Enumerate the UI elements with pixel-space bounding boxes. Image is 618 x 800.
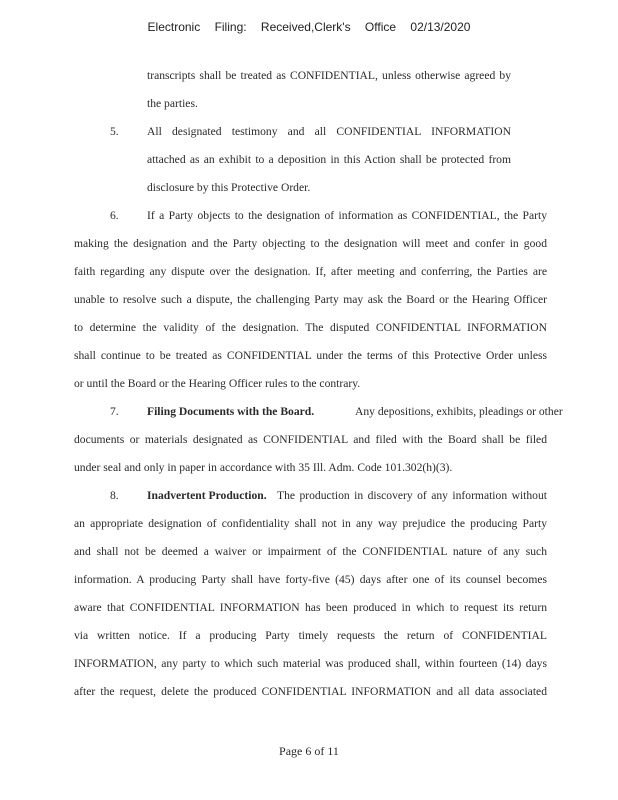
- p6-line-4: unable to resolve such a dispute, the challenging Party may ask the Board or the Hearing Officer: [74, 293, 547, 306]
- p6-line-7: or until the Board or the Hearing Officer rules to the contrary.: [74, 377, 361, 390]
- p8-line-1: The production in discovery of any information without: [277, 489, 547, 502]
- header-received: Received,Clerk's: [260, 20, 351, 34]
- p8-line-8: after the request, delete the produced CONFIDENTIAL INFORMATION and all data associated: [74, 685, 547, 698]
- filing-stamp-header: [0, 20, 618, 34]
- p6-line-3: faith regarding any dispute over the designation. If, after meeting and conferring, the Parties are: [74, 265, 547, 278]
- p6-line-1: If a Party objects to the designation of information as CONFIDENTIAL, the Party: [147, 209, 547, 222]
- page-number: Page 6 of 11: [279, 744, 339, 758]
- p8-heading: Inadvertent Production.: [147, 489, 267, 502]
- p7-line-3: under seal and only in paper in accordance with 35 Ill. Adm. Code 101.302(h)(3).: [74, 461, 453, 474]
- p4-line-2: the parties.: [147, 97, 198, 110]
- p8-line-2: an appropriate designation of confidentiality shall not in any way prejudice the producing Party: [74, 517, 547, 530]
- p8-number: 8.: [110, 489, 119, 502]
- p7-heading: Filing Documents with the Board.: [147, 405, 315, 418]
- p8-line-4: information. A producing Party shall have forty-five (45) days after one of its counsel becomes: [74, 573, 547, 586]
- header-electronic: Electronic: [147, 20, 201, 34]
- p5-number: 5.: [110, 125, 119, 138]
- p8-line-5: aware that CONFIDENTIAL INFORMATION has been produced in which to request its return: [74, 601, 547, 614]
- p5-line-1: All designated testimony and all CONFIDENTIAL INFORMATION: [147, 125, 511, 138]
- p4-line-1: transcripts shall be treated as CONFIDENTIAL, unless otherwise agreed by: [147, 69, 511, 82]
- p8-line-3: and shall not be deemed a waiver or impairment of the CONFIDENTIAL nature of any such: [74, 545, 547, 558]
- p7-line-1: Any depositions, exhibits, pleadings or other: [355, 405, 563, 418]
- p8-line-7: INFORMATION, any party to which such material was produced shall, within fourteen (14) days: [74, 657, 547, 670]
- p5-line-2: attached as an exhibit to a deposition in this Action shall be protected from: [147, 153, 511, 166]
- p7-line-2: documents or materials designated as CONFIDENTIAL and filed with the Board shall be filed: [74, 433, 547, 446]
- header-office: Office: [364, 20, 397, 34]
- p6-line-2: making the designation and the Party objecting to the designation will meet and confer in good: [74, 237, 547, 250]
- p5-line-3: disclosure by this Protective Order.: [147, 181, 311, 194]
- header-date: 02/13/2020: [410, 20, 471, 34]
- p6-line-5: to determine the validity of the designation. The disputed CONFIDENTIAL INFORMATION: [74, 321, 547, 334]
- p6-number: 6.: [110, 209, 119, 222]
- p7-number: 7.: [110, 405, 119, 418]
- p8-line-6: via written notice. If a producing Party timely requests the return of CONFIDENTIAL: [74, 629, 547, 642]
- p6-line-6: shall continue to be treated as CONFIDENTIAL under the terms of this Protective Order unless: [74, 349, 547, 362]
- header-filing: Filing:: [214, 20, 247, 34]
